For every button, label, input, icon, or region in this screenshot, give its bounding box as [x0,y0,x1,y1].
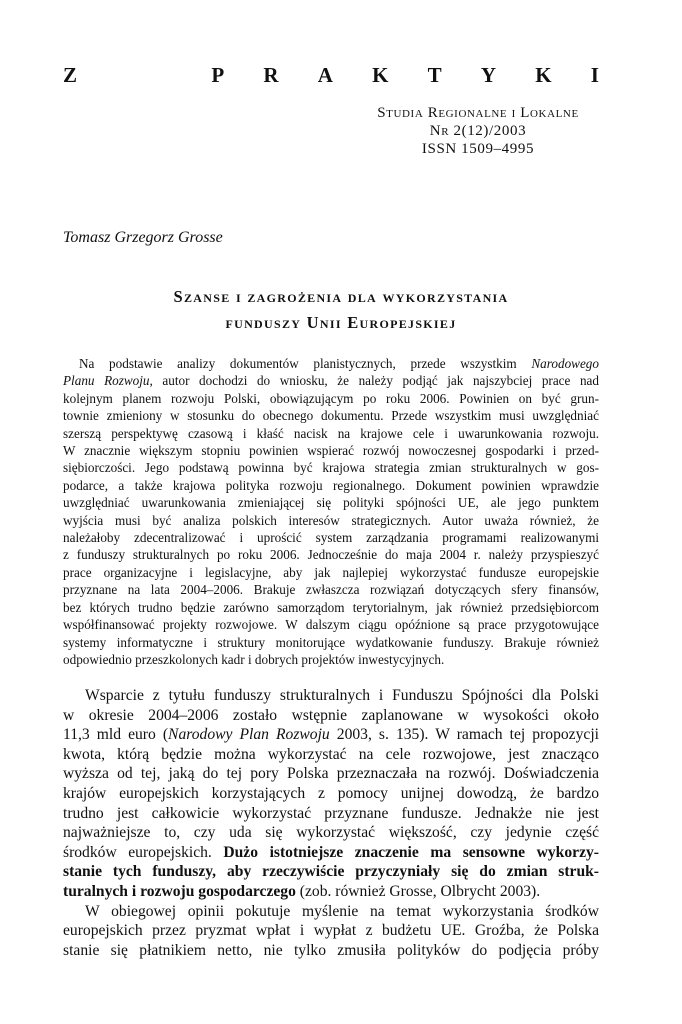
text-segment: siębiorczości. Jego podstawą powinna być krajowa strategia zmian strukturalnych w gos- [63,460,599,476]
text-segment: prace organizacyjne i legislacyjne, aby jak najlepiej wykorzystać fundusze europejskie [63,564,599,580]
text-segment: w okresie 2004–2006 zostało wstępnie zaplanowane w wysokości około [63,706,599,724]
section-letter: Y [480,63,497,87]
text-line [63,512,599,529]
text-line [63,862,599,882]
text-line [63,651,599,668]
text-segment: przyznane na lata 2004–2006. Brakuje zwłaszcza rozwiązań dotyczących sfery finansów, [63,582,599,598]
text-segment: Na podstawie analizy dokumentów planistycznych, przede wszystkim [79,356,532,371]
abstract [63,355,599,668]
text-line [63,941,599,961]
text-segment: z funduszy strukturalnych po roku 2006. Jednocześnie do maja 2004 r. należy przyspieszyć [63,547,599,563]
text-line [63,784,599,804]
text-line [63,546,599,563]
text-segment: podarce, a także krajowa polityka rozwoju regionalnego. Dokument powinien wprawdzie [63,477,599,493]
text-segment: townie zmieniony w stosunku do obecnego dokumentu. Przede wszystkim musi uwzględniać [63,408,599,424]
text-segment: , autor dochodzi do wniosku, że należy podjąć jak najszybciej prace nad [149,373,599,389]
text-line [63,494,599,511]
text-line [63,564,599,581]
text-line [63,764,599,784]
text-line [63,372,599,389]
article-title [63,284,619,336]
text-segment: najważniejsze to, czy uda się wykorzystać większość, czy jedynie część [63,824,599,842]
text-line [63,634,599,651]
text-line [63,725,599,745]
bold-text: turalnych i rozwoju gospodarczego [63,882,296,900]
text-segment: trudno jest całkowicie wykorzystać przyznane fundusze. Jednakże nie jest [63,804,599,822]
text-line [63,686,599,706]
section-letter: A [317,63,333,87]
text-line [63,390,599,407]
text-line [63,921,599,941]
journal-info [358,104,598,158]
bold-text: Dużo istotniejsze znaczenie ma sensowne wykorzy- [223,843,599,861]
text-line [63,529,599,546]
text-line [63,581,599,598]
text-line [63,599,599,616]
word-gap [116,63,172,88]
text-segment: stanie się płatnikiem netto, nie tylko zmusiła polityków do podjęcia próby [63,941,599,959]
text-segment: szerszą perspektywę czasową i kłaść nacisk na krajowe cele i uwarunkowania rozwoju. [63,425,599,441]
text-segment: kwota, którą będzie można wykorzystać na cele rozwojowe, jest znacząco [63,745,599,763]
title-line: funduszy Unii Europejskiej [225,313,457,332]
section-letter: R [263,63,279,87]
text-segment: wyjścia musi być analiza polskich interesów strategicznych. Autor uważa również, że [63,512,599,528]
author-name: Tomasz Grzegorz Grosse [63,229,223,246]
text-line [63,804,599,824]
text-segment: krajów europejskich korzystających z pomocy unijnej dowodzą, że bardzo [63,784,599,802]
text-segment: 11,3 mld euro ( [63,726,169,744]
text-segment: bez których trudno będzie zarówno samorządom terytorialnym, jak również przedsiębiorcom [63,599,599,615]
journal-issue: Nr 2(12)/2003 [429,123,527,139]
body-text [63,686,599,960]
text-line [63,477,599,494]
text-segment: Wsparcie z tytułu funduszy strukturalnych i Funduszu Spójności dla Polski [85,687,599,704]
text-segment: uwzględniać uwarunkowania zmieniającej się polityki spójności UE, ale jego punktem [63,495,599,511]
section-letter: K [535,63,552,87]
text-segment: europejskich przez pryzmat wpłat i wypłat z budżetu UE. Groźba, że Polska [63,922,599,940]
journal-name: Studia Regionalne i Lokalne [377,105,579,121]
text-line [63,706,599,726]
section-letter: P [211,63,225,87]
section-letter: K [372,63,389,87]
text-segment: należałoby zdecentralizować i uprościć system zarządzania programami realizowanymi [63,530,599,546]
text-segment: kolejnym planem rozwoju Polski, obowiązującym po roku 2006. Powinien on być grun- [63,390,599,406]
journal-issn: ISSN 1509–4995 [421,141,535,157]
text-line [63,745,599,765]
text-line [63,407,599,424]
bold-text: stanie tych funduszy, aby rzeczywiście przyczyniały się do zmian struk- [63,863,599,881]
text-line [63,823,599,843]
title-line: Szanse i zagrożenia dla wykorzystania [173,287,509,306]
text-line [63,355,599,372]
text-segment: W znacznie większym stopniu powinien wspierać rozwój nowoczesnej gospodarki i przed- [63,443,599,459]
text-segment: W obiegowej opinii pokutuje myślenie na temat wykorzystania środków [85,902,599,920]
section-letter: Z [63,63,78,87]
text-segment: systemy informatyczne i struktury monitorujące wydatkowanie funduszy. Brakuje również [63,634,599,650]
text-segment: odpowiednio przeszkolonych kadr i dobrych projektów inwestycyjnych. [63,651,445,667]
text-line [63,425,599,442]
italic-text: Narodowego [531,356,599,371]
text-segment: środków europejskich. [63,843,224,861]
text-line [63,843,599,863]
italic-text: Planu Rozwoju [63,373,150,389]
text-segment: wyższa od tej, jaką do tej pory Polska przeznaczała na rozwój. Doświadczenia [63,765,599,783]
text-segment: 2003, s. 135). W ramach tej propozycji [329,726,599,744]
section-heading [63,63,599,88]
text-segment: współfinansować projekty rozwojowe. W dalszym ciągu opóźnione są prace przygotowujące [63,617,599,633]
italic-text: Narodowy Plan Rozwoju [168,726,330,744]
section-letter: T [427,63,442,87]
text-line [63,459,599,476]
text-line [63,882,599,902]
text-line [63,442,599,459]
text-line [63,902,599,922]
text-line [63,616,599,633]
section-letter: I [590,63,599,87]
text-segment: (zob. również Grosse, Olbrycht 2003). [295,882,541,900]
